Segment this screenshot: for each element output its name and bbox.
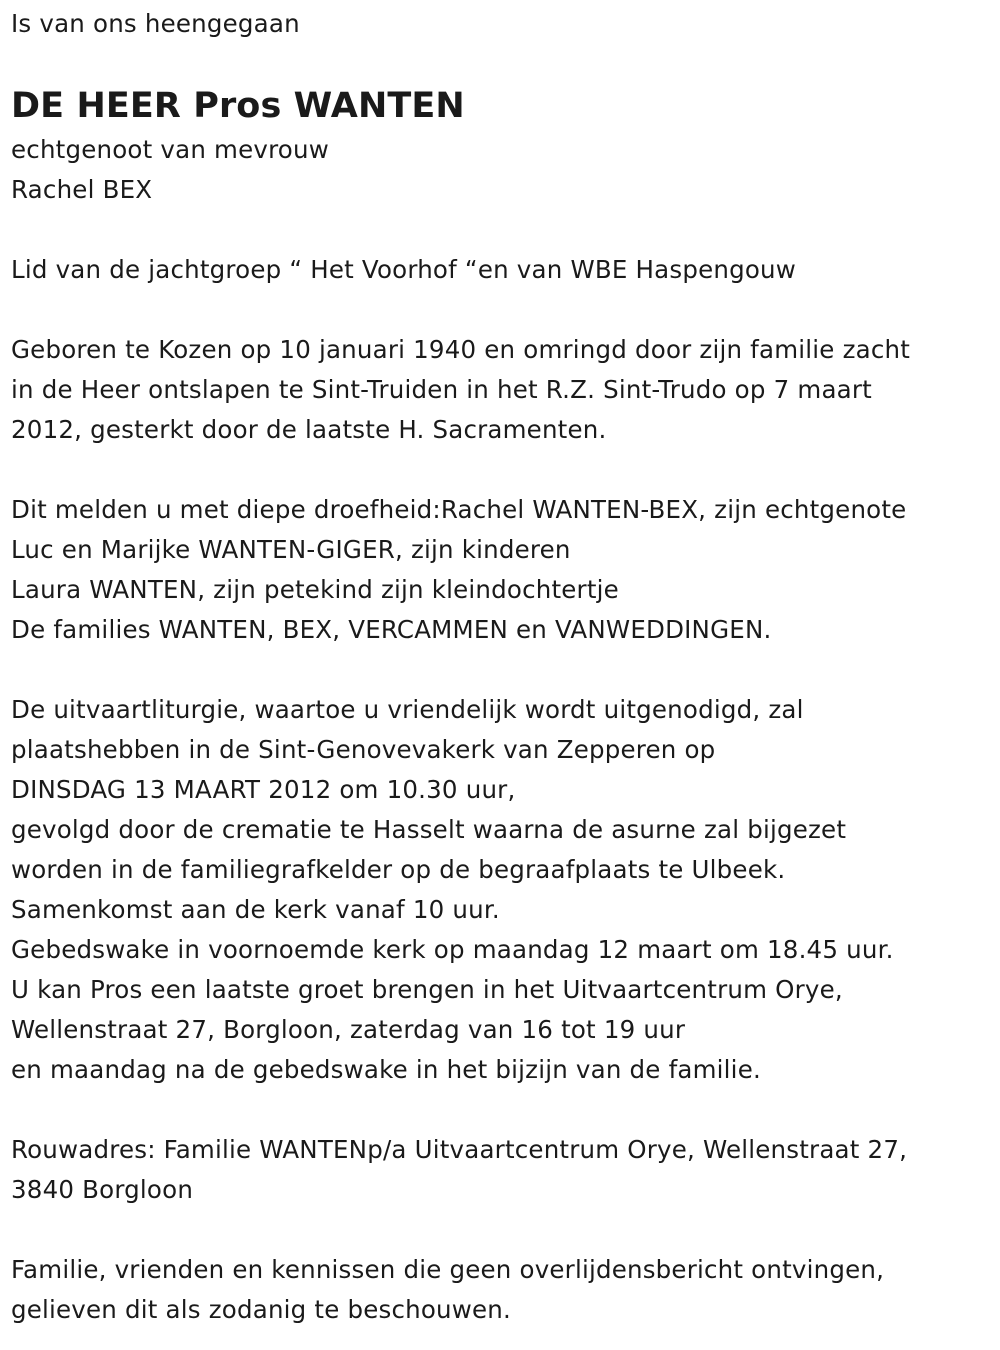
spouse-name: Rachel BEX: [11, 175, 153, 204]
funeral-paragraph: [11, 690, 991, 1090]
birth-death-paragraph: [11, 330, 991, 450]
spacer: [11, 1090, 991, 1130]
funeral-line: Wellenstraat 27, Borgloon, zaterdag van 16 tot 19 uur: [11, 1015, 686, 1044]
funeral-line: Samenkomst aan de kerk vanaf 10 uur.: [11, 895, 500, 924]
spacer: [11, 450, 991, 490]
closing-line: gelieven dit als zodanig te beschouwen.: [11, 1295, 512, 1324]
death-notice: [11, 4, 991, 1330]
funeral-line: gevolgd door de crematie te Hasselt waarna de asurne zal bijgezet: [11, 815, 847, 844]
funeral-line: Gebedswake in voornoemde kerk op maandag 12 maart om 18.45 uur.: [11, 935, 894, 964]
spacer: [11, 290, 991, 330]
funeral-line: en maandag na de gebedswake in het bijzijn van de familie.: [11, 1055, 761, 1084]
spacer: [11, 650, 991, 690]
intro-text: Is van ons heengegaan: [11, 9, 300, 38]
deceased-name: DE HEER Pros WANTEN: [11, 86, 465, 126]
family-line: Luc en Marijke WANTEN-GIGER, zijn kinderen: [11, 535, 571, 564]
birth-death-line: Geboren te Kozen op 10 januari 1940 en omringd door zijn familie zacht: [11, 335, 911, 364]
funeral-line: DINSDAG 13 MAART 2012 om 10.30 uur,: [11, 775, 516, 804]
family-line: De families WANTEN, BEX, VERCAMMEN en VANWEDDINGEN.: [11, 615, 772, 644]
family-paragraph: [11, 490, 991, 650]
birth-death-line: 2012, gesterkt door de laatste H. Sacramenten.: [11, 415, 607, 444]
address-paragraph: [11, 1130, 991, 1210]
closing-paragraph: [11, 1250, 991, 1330]
membership-line: Lid van de jachtgroep “ Het Voorhof “en van WBE Haspengouw: [11, 255, 797, 284]
spacer: [11, 44, 991, 86]
address-line: Rouwadres: Familie WANTENp/a Uitvaartcentrum Orye, Wellenstraat 27,: [11, 1135, 908, 1164]
family-line: Laura WANTEN, zijn petekind zijn kleindochtertje: [11, 575, 619, 604]
address-line: 3840 Borgloon: [11, 1175, 194, 1204]
spouse-block: [11, 130, 991, 210]
family-line: Dit melden u met diepe droefheid:Rachel WANTEN-BEX, zijn echtgenote: [11, 495, 907, 524]
spacer: [11, 1210, 991, 1250]
birth-death-line: in de Heer ontslapen te Sint-Truiden in het R.Z. Sint-Trudo op 7 maart: [11, 375, 872, 404]
spouse-line: echtgenoot van mevrouw: [11, 135, 329, 164]
funeral-line: worden in de familiegrafkelder op de begraafplaats te Ulbeek.: [11, 855, 786, 884]
closing-line: Familie, vrienden en kennissen die geen overlijdensbericht ontvingen,: [11, 1255, 885, 1284]
funeral-line: De uitvaartliturgie, waartoe u vriendelijk wordt uitgenodigd, zal: [11, 695, 804, 724]
funeral-line: U kan Pros een laatste groet brengen in het Uitvaartcentrum Orye,: [11, 975, 843, 1004]
spacer: [11, 210, 991, 250]
funeral-line: plaatshebben in de Sint-Genovevakerk van Zepperen op: [11, 735, 716, 764]
